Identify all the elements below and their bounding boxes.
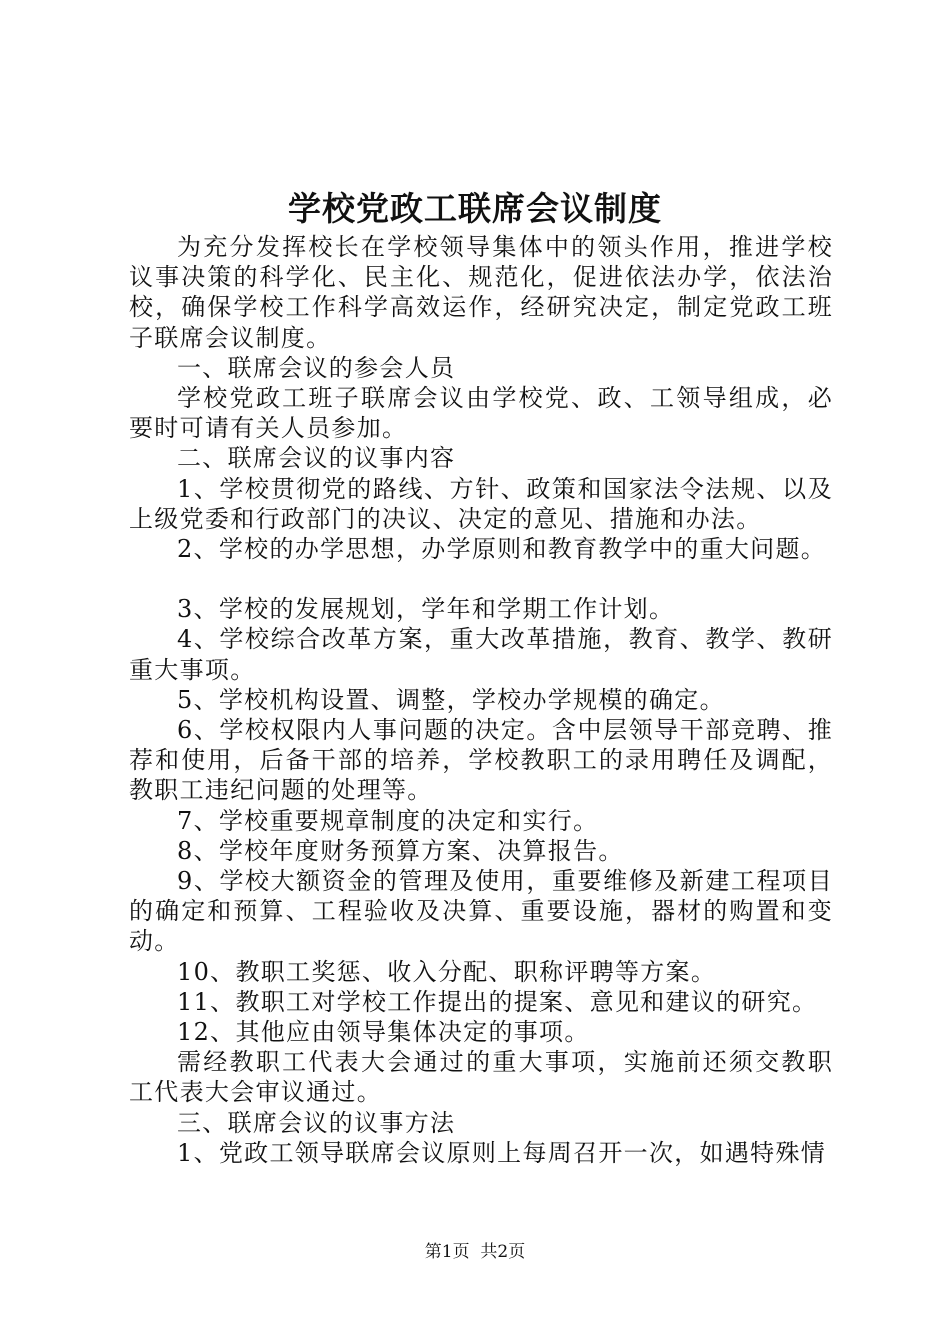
section-heading-attendees: 一、联席会议的参会人员 bbox=[177, 353, 456, 382]
page-number: 第1页 bbox=[424, 1242, 470, 1262]
document-title: 学校党政工联席会议制度 bbox=[288, 189, 662, 228]
procedure-item-1: 1、党政工领导联席会议原则上每周召开一次，如遇特殊情 bbox=[177, 1138, 827, 1167]
intro-paragraph: 为充分发挥校长在学校领导集体中的领头作用，推进学校议事决策的科学化、民主化、规范化，促进依法办学，依法治校，确保学校工作科学高效运作，经研究决定，制定党政工班子联席会议制度。 bbox=[129, 233, 833, 352]
agenda-item-3: 3、学校的发展规划，学年和学期工作计划。 bbox=[177, 595, 675, 624]
agenda-item-5: 5、学校机构设置、调整，学校办学规模的确定。 bbox=[177, 685, 725, 714]
agenda-item-11: 11、教职工对学校工作提出的提案、意见和建议的研究。 bbox=[177, 987, 818, 1016]
attendees-paragraph: 学校党政工班子联席会议由学校党、政、工领导组成，必要时可请有关人员参加。 bbox=[129, 384, 833, 443]
agenda-item-2: 2、学校的办学思想，办学原则和教育教学中的重大问题。 bbox=[177, 535, 827, 564]
page-footer bbox=[0, 1240, 950, 1264]
agenda-item-8: 8、学校年度财务预算方案、决算报告。 bbox=[177, 836, 624, 865]
document-body bbox=[129, 232, 833, 1168]
agenda-item-1: 1、学校贯彻党的路线、方针、政策和国家法令法规、以及上级党委和行政部门的决议、决定的意见、措施和办法。 bbox=[129, 474, 833, 533]
agenda-item-9: 9、学校大额资金的管理及使用，重要维修及新建工程项目的确定和预算、工程验收及决算、重要设施，器材的购置和变动。 bbox=[129, 867, 833, 956]
agenda-item-4: 4、学校综合改革方案，重大改革措施，教育、教学、教研重大事项。 bbox=[129, 625, 833, 684]
agenda-item-6: 6、学校权限内人事问题的决定。含中层领导干部竞聘、推荐和使用，后备干部的培养，学校教职工的录用聘任及调配，教职工违纪问题的处理等。 bbox=[129, 716, 833, 805]
page-total: 共2页 bbox=[480, 1242, 526, 1262]
congress-approval-note: 需经教职工代表大会通过的重大事项，实施前还须交教职工代表大会审议通过。 bbox=[129, 1048, 833, 1107]
agenda-item-7: 7、学校重要规章制度的决定和实行。 bbox=[177, 806, 599, 835]
section-heading-agenda: 二、联席会议的议事内容 bbox=[177, 444, 456, 473]
agenda-item-12: 12、其他应由领导集体决定的事项。 bbox=[177, 1018, 590, 1047]
section-heading-procedure: 三、联席会议的议事方法 bbox=[177, 1108, 456, 1137]
agenda-item-10: 10、教职工奖惩、收入分配、职称评聘等方案。 bbox=[177, 957, 717, 986]
